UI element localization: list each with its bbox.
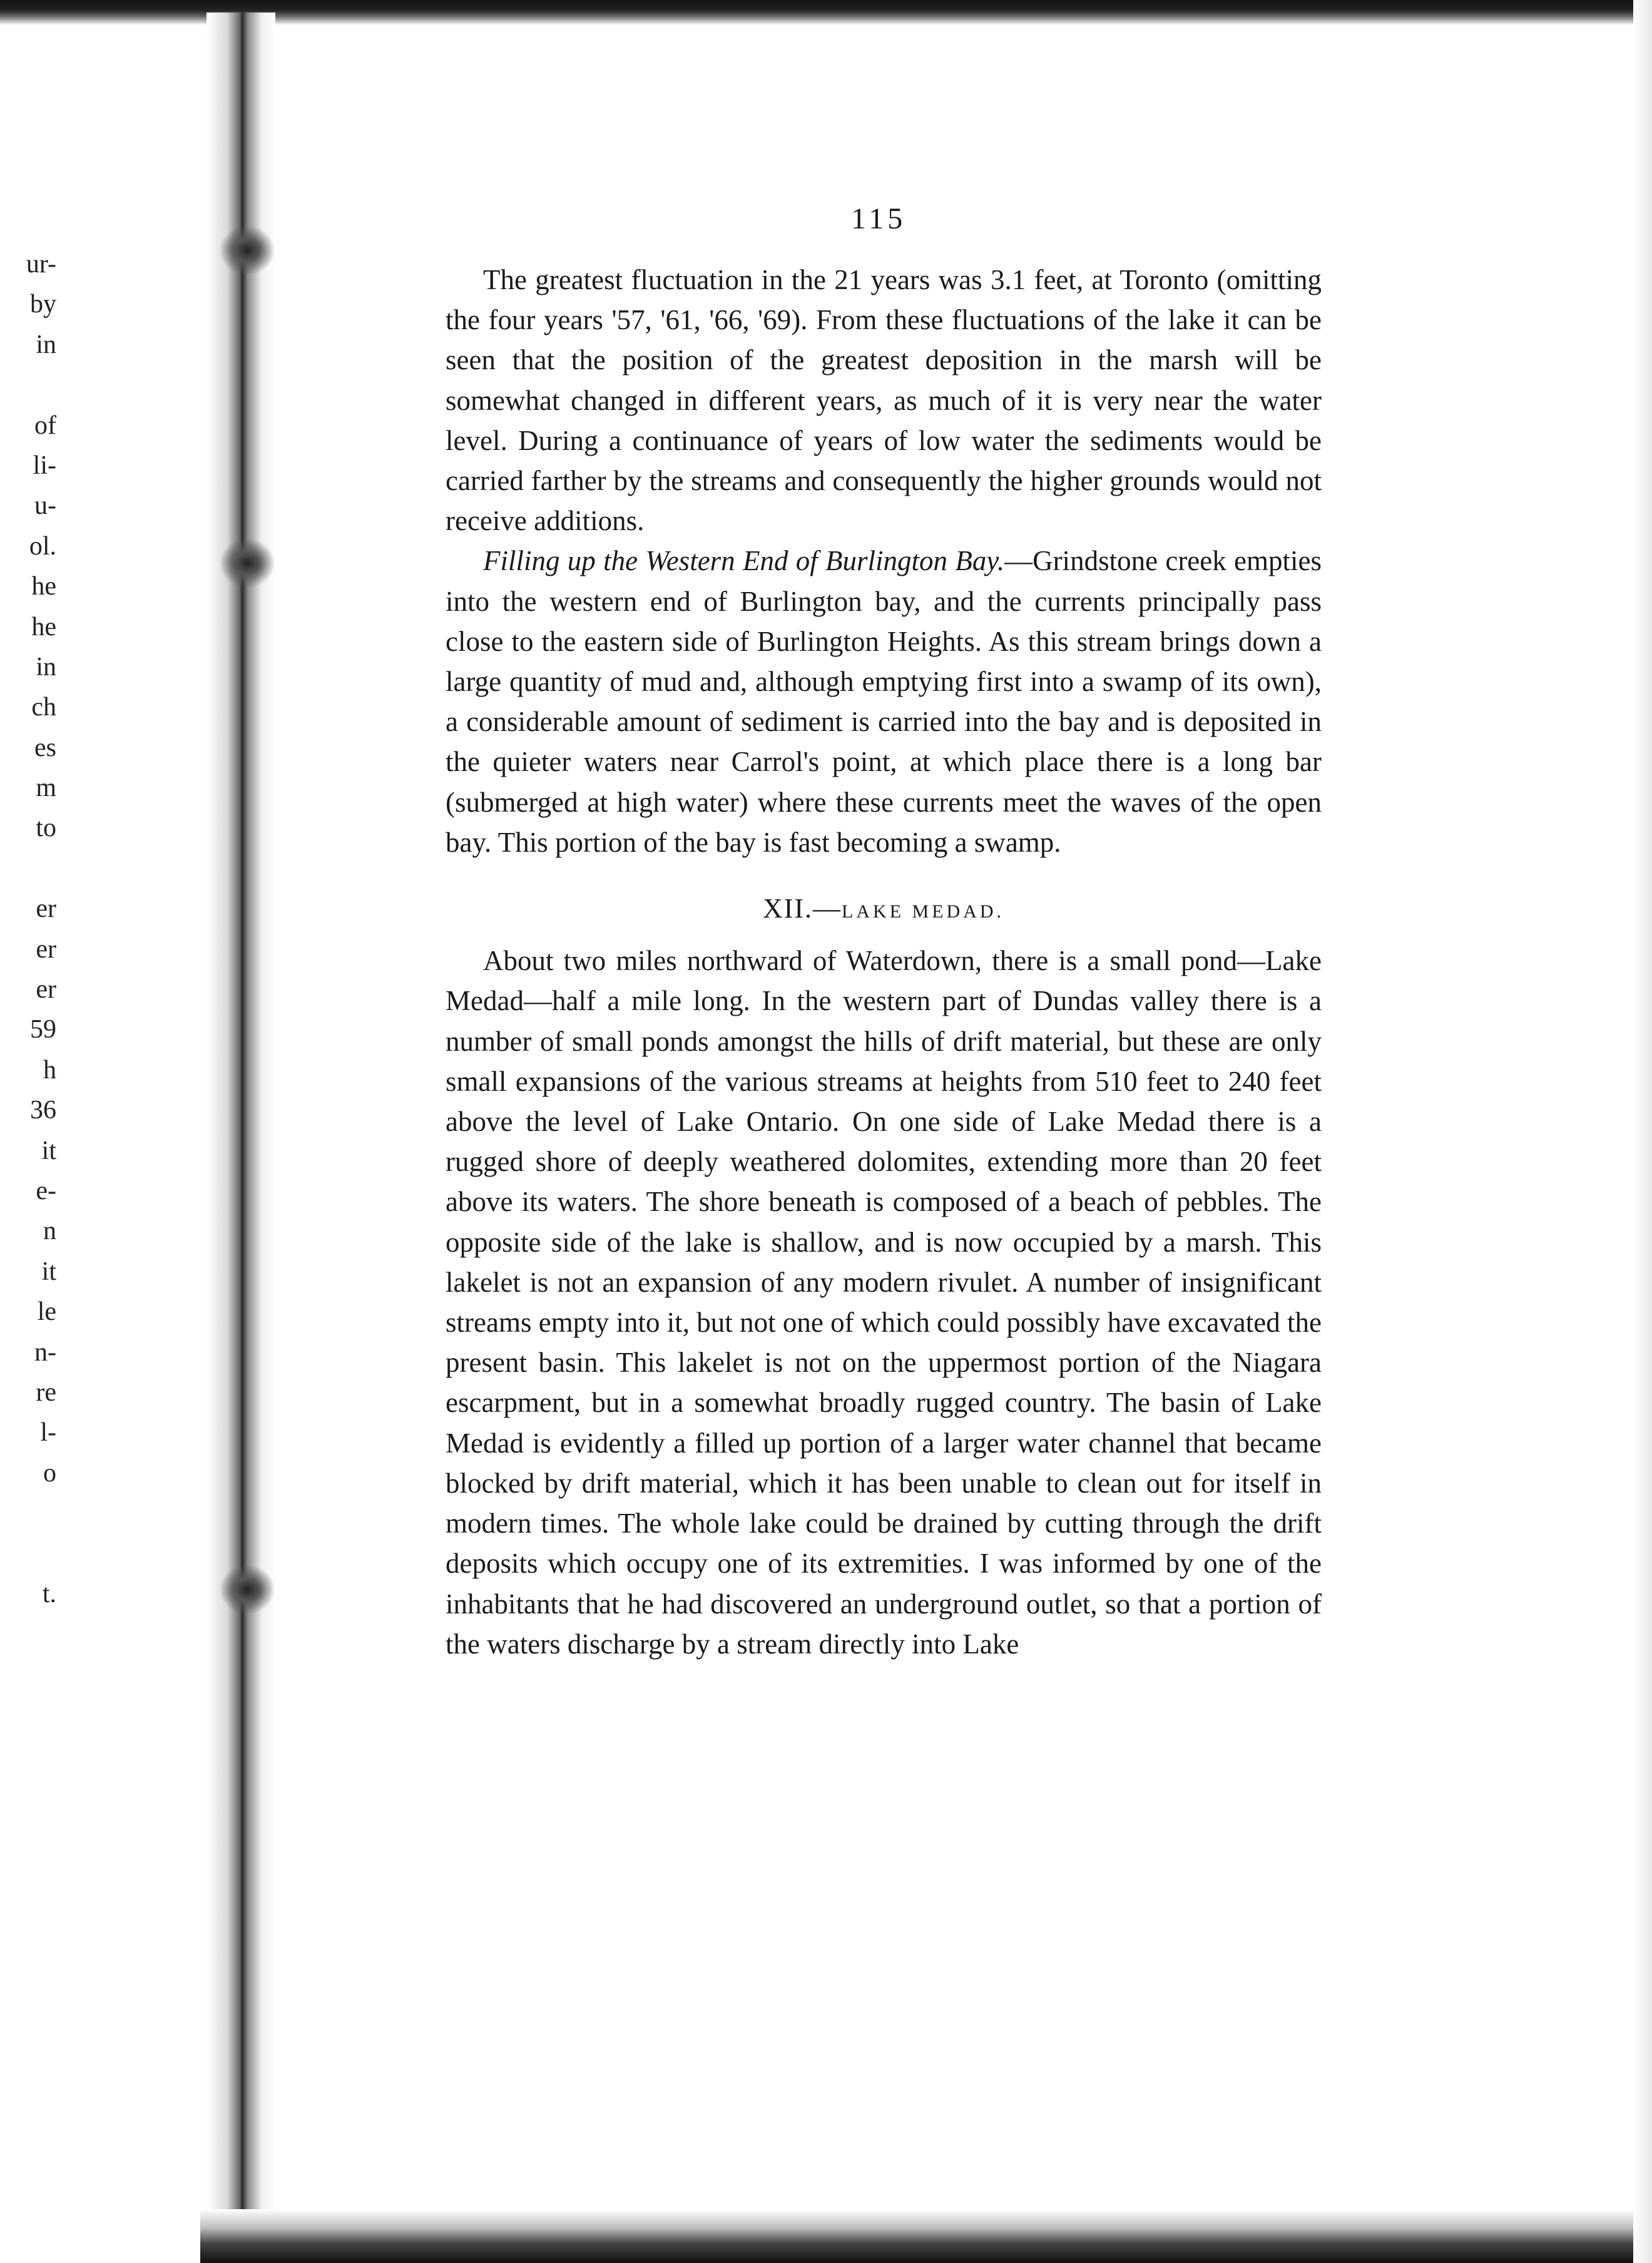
section-number: XII.— xyxy=(762,893,842,924)
facing-page-fragment: li- xyxy=(33,451,56,480)
scan-bottom-edge xyxy=(200,2209,1652,2263)
page-body xyxy=(446,260,1322,1664)
section-heading xyxy=(446,889,1322,932)
facing-page-fragment: ch xyxy=(31,693,56,722)
facing-page-fragment: re xyxy=(36,1377,56,1407)
facing-page-fragment: in xyxy=(36,652,56,682)
facing-page-fragment: n xyxy=(43,1217,56,1246)
facing-page-fragment: it xyxy=(41,1257,56,1286)
facing-page-fragment: e- xyxy=(36,1176,56,1205)
facing-page-fragment: n- xyxy=(34,1337,56,1367)
facing-page-fragment: t. xyxy=(42,1579,56,1608)
paragraph-lake-fluctuation: The greatest fluctuation in the 21 years was 3.1 feet, at Toronto (omitting the four years '57, '61, '66, '69). From these fluctuations of the lake it can be seen that the position of the greatest deposition in the marsh will be somewhat changed in different years, as much of it is very near the water level. During a continuance of years of low water the sediments would be carried farther by the streams and consequently the higher grounds would not receive additions. xyxy=(446,264,1322,537)
facing-page-fragment: ur- xyxy=(26,250,56,278)
facing-page-fragment: er xyxy=(36,975,56,1004)
binding-mark xyxy=(219,1565,275,1615)
facing-page-fragment: m xyxy=(36,774,56,803)
facing-page-fragment: er xyxy=(36,894,56,924)
book-gutter xyxy=(206,13,275,2240)
facing-page-fragment xyxy=(0,365,56,405)
facing-page-fragment: by xyxy=(30,290,56,319)
facing-page-fragment: o xyxy=(43,1458,56,1488)
facing-page-fragment: in xyxy=(36,330,56,359)
paragraph-burlington-bay xyxy=(446,541,1322,862)
facing-page-fragment xyxy=(0,1493,56,1533)
binding-mark xyxy=(219,225,275,275)
paragraph-body: —Grindstone creek empties into the western end of Burlington bay, and the currents principally pass close to the eastern side of Burlington Heights. As this stream brings down a large quantity of mud and, although emptying first into a swamp of its own), a considerable amount of sediment is carried into the bay and is deposited in the quieter waters near Carrol's point, at which place there is a long bar (submerged at high water) where these currents meet the waves of the open bay. This portion of the bay is fast becoming a swamp. xyxy=(446,545,1322,858)
facing-page-fragment: 36 xyxy=(30,1096,56,1125)
facing-page-fragment: to xyxy=(36,814,56,843)
facing-page-fragment: er xyxy=(36,934,56,964)
binding-mark xyxy=(219,538,275,588)
facing-page-text-fragments xyxy=(0,244,56,1614)
facing-page-fragment: of xyxy=(34,411,56,440)
facing-page-fragment: he xyxy=(31,572,56,601)
facing-page-fragment: 59 xyxy=(30,1015,56,1045)
facing-page-fragment: h xyxy=(43,1055,56,1085)
paragraph-heading-italic: Filling up the Western End of Burlington Bay. xyxy=(483,545,1005,577)
facing-page-fragment: ol. xyxy=(29,531,56,561)
facing-page-fragment: it xyxy=(41,1136,56,1165)
facing-page-fragment: l- xyxy=(40,1418,56,1448)
facing-page-fragment: u- xyxy=(34,491,56,521)
page-number: 115 xyxy=(851,202,907,235)
facing-page-fragment: he xyxy=(31,612,56,641)
facing-page-fragment xyxy=(0,1534,56,1574)
paragraph-lake-medad: About two miles northward of Waterdown, there is a small pond—Lake Medad—half a mile long. In the western part of Dundas valley there is a number of small ponds amongst the hills of drift material, but these are only small expansions of the various streams at heights from 510 feet to 240 feet above the level of Lake Ontario. On one side of Lake Medad there is a rugged shore of deeply weathered dolomites, extending more than 20 feet above its waters. The shore beneath is composed of a beach of pebbles. The opposite side of the lake is shallow, and is now occupied by a marsh. This lakelet is not an expansion of any modern rivulet. A number of insignificant streams empty into it, but not one of which could possibly have excavated the present basin. This lakelet is not on the uppermost portion of the Niagara escarpment, but in a somewhat broadly rugged country. The basin of Lake Medad is evidently a filled up portion of a larger water channel that became blocked by drift material, which it has been unable to clean out for itself in modern times. The whole lake could be drained by cutting through the drift deposits which occupy one of its extremities. I was informed by one of the inhabitants that he had discovered an underground outlet, so that a portion of the waters discharge by a stream directly into Lake xyxy=(446,945,1322,1660)
section-title: LAKE MEDAD. xyxy=(842,901,1005,922)
facing-page-fragment: es xyxy=(34,733,56,762)
facing-page-fragment: le xyxy=(37,1297,56,1327)
scan-right-edge xyxy=(1633,0,1652,2263)
facing-page-fragment xyxy=(0,849,56,889)
